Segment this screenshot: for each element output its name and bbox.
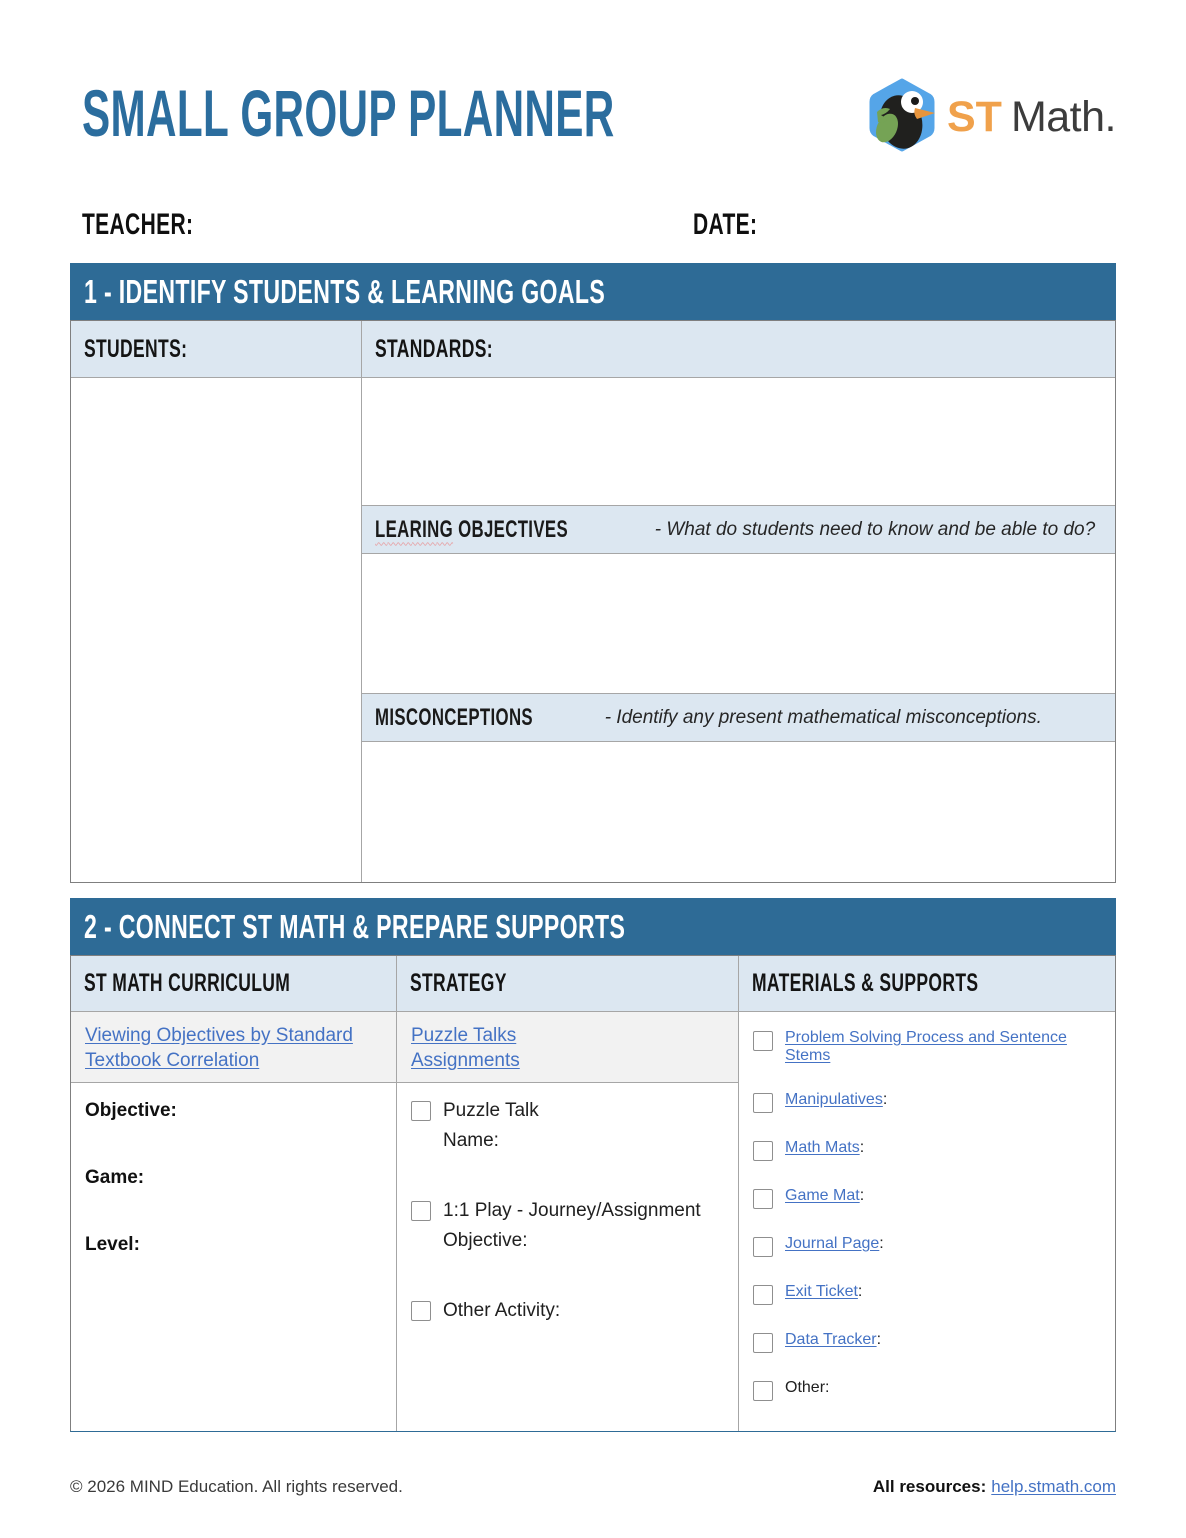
objective-field-label: Objective: xyxy=(85,1100,177,1121)
data-tracker-checkbox[interactable] xyxy=(753,1333,773,1353)
learning-objectives-header-cell xyxy=(362,506,1115,554)
misconceptions-desc: - Identify any present mathematical misconceptions. xyxy=(604,706,1042,728)
journal-page-option: Journal Page: xyxy=(753,1235,1105,1257)
learning-objectives-label: LEARING OBJECTIVES xyxy=(375,515,569,543)
other-activity-option xyxy=(411,1299,728,1323)
stmath-logo xyxy=(869,78,1116,157)
one-to-one-play-objective-label: Objective: xyxy=(443,1230,528,1251)
data-tracker-option: Data Tracker: xyxy=(753,1331,1105,1353)
page-footer xyxy=(70,1477,1116,1497)
problem-solving-link[interactable]: Problem Solving Process and Sentence Stems xyxy=(785,1029,1067,1064)
strategy-options-cell xyxy=(397,1083,739,1431)
exit-ticket-checkbox[interactable] xyxy=(753,1285,773,1305)
jiji-penguin-icon xyxy=(869,78,935,157)
section1-title: 1 - IDENTIFY STUDENTS & LEARNING GOALS xyxy=(84,272,606,310)
page-title xyxy=(82,76,914,150)
other-activity-checkbox[interactable] xyxy=(411,1301,431,1321)
logo-st-text: ST xyxy=(947,93,1002,141)
textbook-correlation-link[interactable]: Textbook Correlation xyxy=(85,1050,260,1071)
page-title-text: SMALL GROUP PLANNER xyxy=(82,76,615,150)
curriculum-links-cell xyxy=(71,1012,397,1083)
game-mat-option: Game Mat: xyxy=(753,1187,1105,1209)
resources-label: All resources: xyxy=(872,1477,987,1496)
one-to-one-play-checkbox[interactable] xyxy=(411,1201,431,1221)
standards-header-cell: STANDARDS: xyxy=(362,321,1115,378)
level-field-label: Level: xyxy=(85,1234,140,1255)
one-to-one-play-option xyxy=(411,1199,728,1223)
one-to-one-play-label: 1:1 Play - Journey/Assignment xyxy=(443,1200,701,1221)
students-input-area xyxy=(71,378,362,882)
stmath-wordmark xyxy=(947,93,1116,141)
curriculum-column-header: ST MATH CURRICULUM xyxy=(71,956,397,1012)
section2-title: 2 - CONNECT ST MATH & PREPARE SUPPORTS xyxy=(84,907,626,945)
other-option: Other: xyxy=(753,1379,1105,1401)
problem-solving-checkbox[interactable] xyxy=(753,1031,773,1051)
resources-text xyxy=(873,1477,1116,1497)
journal-page-checkbox[interactable] xyxy=(753,1237,773,1257)
misconceptions-input-area xyxy=(362,742,1115,882)
section1-table xyxy=(70,320,1116,883)
journal-page-link[interactable]: Journal Page xyxy=(785,1235,880,1252)
math-mats-link[interactable]: Math Mats xyxy=(785,1139,860,1156)
math-mats-checkbox[interactable] xyxy=(753,1141,773,1161)
game-mat-checkbox[interactable] xyxy=(753,1189,773,1209)
data-tracker-link[interactable]: Data Tracker xyxy=(785,1331,877,1348)
problem-solving-option xyxy=(753,1029,1105,1065)
manipulatives-checkbox[interactable] xyxy=(753,1093,773,1113)
puzzle-talk-checkbox[interactable] xyxy=(411,1101,431,1121)
exit-ticket-link[interactable]: Exit Ticket xyxy=(785,1283,858,1300)
section2-table xyxy=(70,955,1116,1432)
materials-options-cell xyxy=(739,1012,1115,1431)
misconceptions-label: MISCONCEPTIONS xyxy=(375,703,533,731)
puzzle-talk-name-label: Name: xyxy=(443,1130,499,1151)
learning-objectives-desc: - What do students need to know and be able to do? xyxy=(654,518,1096,540)
manipulatives-link[interactable]: Manipulatives xyxy=(785,1091,883,1108)
teacher-label: TEACHER: xyxy=(82,208,194,241)
puzzle-talk-option xyxy=(411,1099,728,1123)
other-checkbox[interactable] xyxy=(753,1381,773,1401)
manipulatives-option: Manipulatives: xyxy=(753,1091,1105,1113)
materials-column-header: MATERIALS & SUPPORTS xyxy=(739,956,1115,1012)
date-label: DATE: xyxy=(693,208,758,241)
viewing-objectives-link[interactable]: Viewing Objectives by Standard xyxy=(85,1025,353,1046)
exit-ticket-option: Exit Ticket: xyxy=(753,1283,1105,1305)
students-header-cell: STUDENTS: xyxy=(71,321,362,378)
curriculum-fields-cell xyxy=(71,1083,397,1431)
learning-objectives-input-area xyxy=(362,554,1115,694)
copyright-text: © 2026 MIND Education. All rights reserved. xyxy=(70,1477,403,1496)
strategy-links-cell xyxy=(397,1012,739,1083)
misconceptions-header-cell xyxy=(362,694,1115,742)
standards-input-area xyxy=(362,378,1115,506)
game-field-label: Game: xyxy=(85,1167,145,1188)
help-stmath-link[interactable]: help.stmath.com xyxy=(991,1477,1116,1496)
assignments-link[interactable]: Assignments xyxy=(411,1050,520,1071)
game-mat-link[interactable]: Game Mat xyxy=(785,1187,860,1204)
section1-header-bar xyxy=(70,263,1116,320)
puzzle-talk-label: Puzzle Talk xyxy=(443,1100,539,1121)
other-label: Other xyxy=(785,1379,826,1396)
math-mats-option: Math Mats: xyxy=(753,1139,1105,1161)
other-activity-label: Other Activity: xyxy=(443,1300,561,1321)
section2-header-bar xyxy=(70,898,1116,955)
strategy-column-header: STRATEGY xyxy=(397,956,739,1012)
puzzle-talks-link[interactable]: Puzzle Talks xyxy=(411,1025,517,1046)
logo-math-text: Math. xyxy=(1010,93,1116,141)
